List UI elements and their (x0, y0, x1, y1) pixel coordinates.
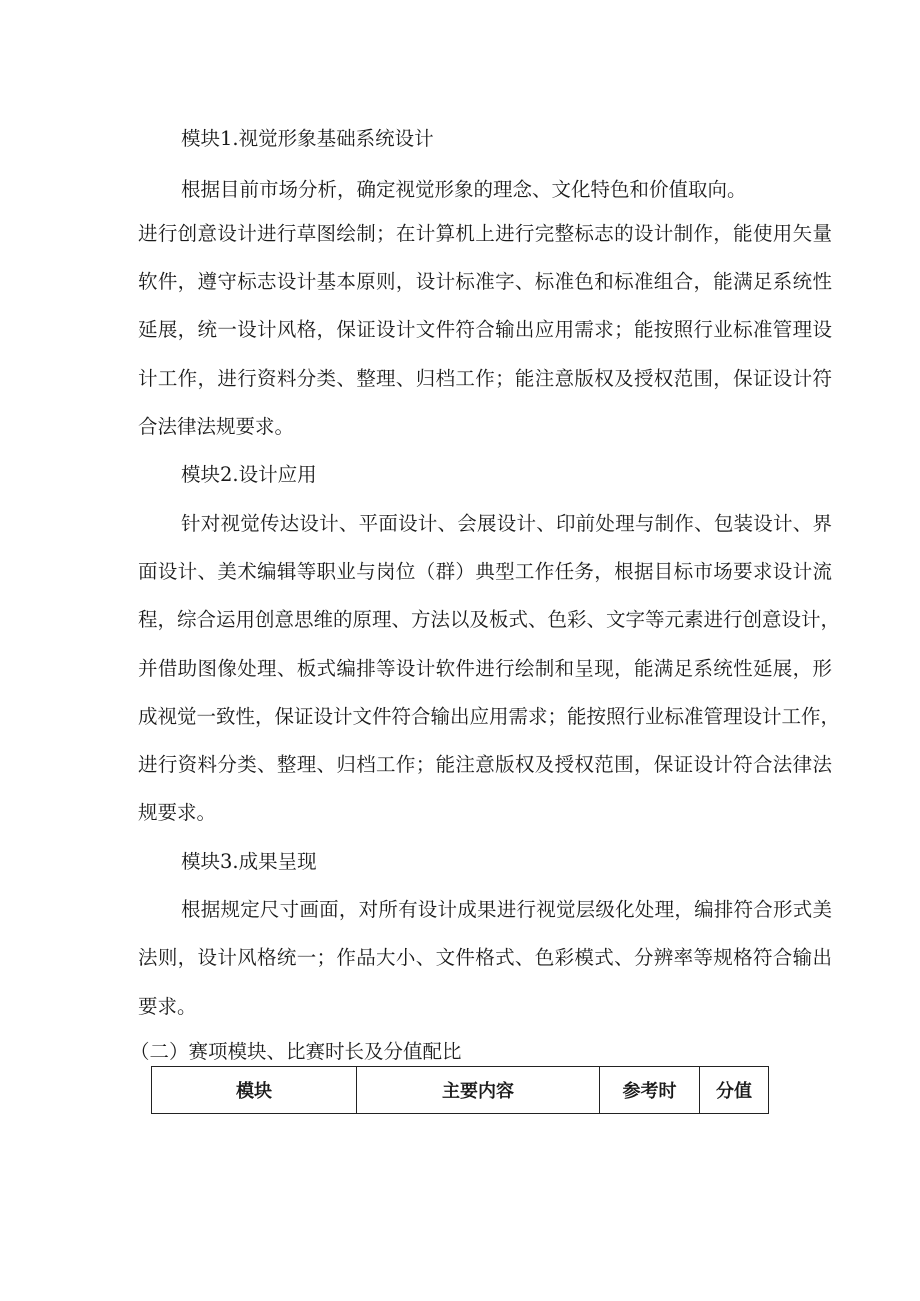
paragraph-line: 成视觉一致性，保证设计文件符合输出应用需求；能按照行业标准管理设计工作， (138, 705, 841, 728)
paragraph-line: 根据目前市场分析，确定视觉形象的理念、文化特色和价值取向。 (181, 178, 747, 201)
paragraph-line: 计工作，进行资料分类、整理、归档工作；能注意版权及授权范围，保证设计符 (138, 367, 832, 390)
paragraph-line: 延展，统一设计风格，保证设计文件符合输出应用需求；能按照行业标准管理设 (138, 318, 832, 341)
section-heading: （二）赛项模块、比赛时长及分值配比 (130, 1040, 462, 1063)
paragraph-line: 并借助图像处理、板式编排等设计软件进行绘制和呈现，能满足系统性延展，形 (138, 657, 832, 680)
table-header-time: 参考时 (600, 1067, 700, 1114)
paragraph-line: 软件，遵守标志设计基本原则，设计标准字、标准色和标准组合，能满足系统性 (138, 270, 832, 293)
paragraph-line: 程，综合运用创意思维的原理、方法以及板式、色彩、文字等元素进行创意设计， (138, 608, 841, 631)
paragraph-line: 进行创意设计进行草图绘制；在计算机上进行完整标志的设计制作，能使用矢量 (138, 222, 832, 245)
table-header-row (152, 1067, 769, 1114)
paragraph-line: 针对视觉传达设计、平面设计、会展设计、印前处理与制作、包装设计、界 (181, 512, 832, 535)
table-header-score: 分值 (700, 1067, 769, 1114)
table-header-content: 主要内容 (357, 1067, 600, 1114)
score-table (151, 1066, 769, 1114)
paragraph-line: 根据规定尺寸画面，对所有设计成果进行视觉层级化处理，编排符合形式美 (181, 898, 832, 921)
paragraph-line: 法则，设计风格统一；作品大小、文件格式、色彩模式、分辨率等规格符合输出 (138, 946, 832, 969)
module-2-heading: 模块2.设计应用 (181, 463, 317, 486)
table-header-module: 模块 (152, 1067, 357, 1114)
module-3-heading: 模块3.成果呈现 (181, 850, 317, 873)
paragraph-line: 要求。 (138, 995, 197, 1018)
module-1-heading: 模块1.视觉形象基础系统设计 (181, 127, 434, 150)
paragraph-line: 面设计、美术编辑等职业与岗位（群）典型工作任务，根据目标市场要求设计流 (138, 560, 832, 583)
paragraph-line: 进行资料分类、整理、归档工作；能注意版权及授权范围，保证设计符合法律法 (138, 753, 832, 776)
paragraph-line: 合法律法规要求。 (138, 415, 295, 438)
paragraph-line: 规要求。 (138, 801, 217, 824)
